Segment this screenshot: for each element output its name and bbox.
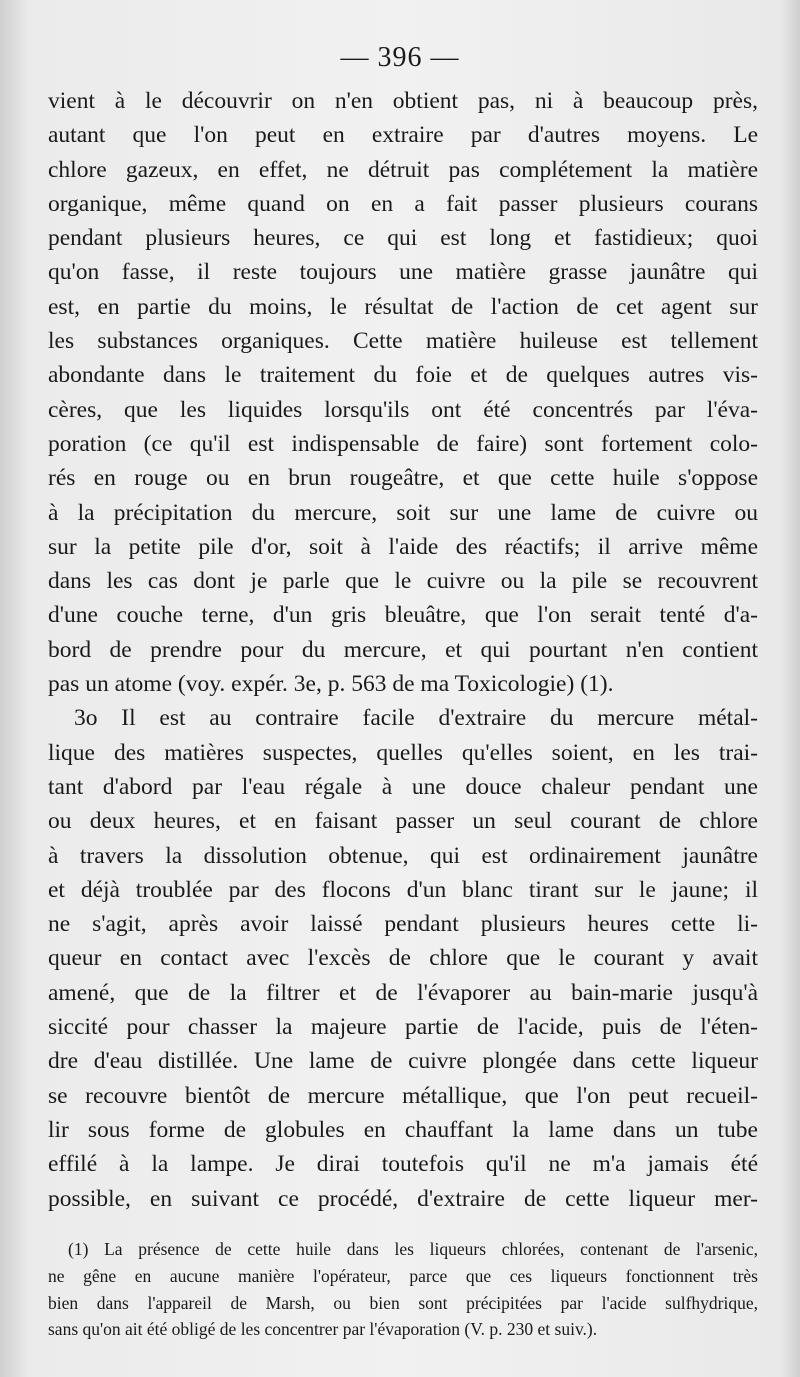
body-line: cères, que les liquides lorsqu'ils ont été concentrés par l'éva- <box>48 396 758 423</box>
body-line: dre d'eau distillée. Une lame de cuivre plongée dans cette liqueur <box>48 1048 758 1075</box>
body-line: à la précipitation du mercure, soit sur une lame de cuivre ou <box>48 499 758 526</box>
footnote-line: sans qu'on ait été obligé de les concentrer par l'évaporation (V. p. 230 et suiv.). <box>48 1319 598 1340</box>
body-line: bord de prendre pour du mercure, et qui pourtant n'en contient <box>48 636 758 663</box>
body-line: chlore gazeux, en effet, ne détruit pas complétement la matière <box>48 156 758 183</box>
body-line: poration (ce qu'il est indispensable de faire) sont fortement colo- <box>48 430 758 457</box>
body-line: à travers la dissolution obtenue, qui est ordinairement jaunâtre <box>48 842 758 869</box>
body-line: les substances organiques. Cette matière huileuse est tellement <box>48 328 758 355</box>
body-line: autant que l'on peut en extraire par d'autres moyens. Le <box>48 122 758 149</box>
body-line: siccité pour chasser la majeure partie de l'acide, puis de l'éten- <box>48 1014 758 1041</box>
footnote <box>48 1236 758 1343</box>
body-line: rés en rouge ou en brun rougeâtre, et que cette huile s'oppose <box>48 465 758 492</box>
body-line: se recouvre bientôt de mercure métallique, que l'on peut recueil- <box>48 1082 758 1109</box>
body-line: pas un atome (voy. expér. 3e, p. 563 de ma Toxicologie) (1). <box>48 671 614 698</box>
body-text <box>48 84 758 1216</box>
body-line: lir sous forme de globules en chauffant la lame dans un tube <box>48 1116 758 1143</box>
body-line: sur la petite pile d'or, soit à l'aide des réactifs; il arrive même <box>48 533 758 560</box>
body-line: est, en partie du moins, le résultat de l'action de cet agent sur <box>48 293 758 320</box>
footnote-line: ne gêne en aucune manière l'opérateur, parce que ces liqueurs fonctionnent très <box>48 1265 758 1286</box>
footnote-line: bien dans l'appareil de Marsh, ou bien sont précipitées par l'acide sulfhydrique, <box>48 1292 758 1313</box>
body-line: abondante dans le traitement du foie et de quelques autres vis- <box>48 362 758 389</box>
body-line: tant d'abord par l'eau régale à une douce chaleur pendant une <box>48 773 758 800</box>
body-line: ou deux heures, et en faisant passer un seul courant de chlore <box>48 808 758 835</box>
footnote-line: (1) La présence de cette huile dans les liqueurs chlorées, contenant de l'arsenic, <box>68 1239 758 1259</box>
body-line: organique, même quand on en a fait passer plusieurs courans <box>48 190 758 217</box>
page-number: — 396 — <box>340 42 460 73</box>
body-line: pendant plusieurs heures, ce qui est long et fastidieux; quoi <box>48 225 758 252</box>
body-line: effilé à la lampe. Je dirai toutefois qu'il ne m'a jamais été <box>48 1151 758 1178</box>
body-line: ne s'agit, après avoir laissé pendant plusieurs heures cette li- <box>48 911 758 938</box>
body-line: queur en contact avec l'excès de chlore que le courant y avait <box>48 945 758 972</box>
body-line: qu'on fasse, il reste toujours une matière grasse jaunâtre qui <box>48 259 758 286</box>
body-line: possible, en suivant ce procédé, d'extraire de cette liqueur mer- <box>48 1185 758 1212</box>
body-line: et déjà troublée par des flocons d'un blanc tirant sur le jaune; il <box>48 876 758 903</box>
body-line: amené, que de la filtrer et de l'évaporer au bain-marie jusqu'à <box>48 979 758 1006</box>
body-line: vient à le découvrir on n'en obtient pas, ni à beaucoup près, <box>48 88 758 114</box>
body-line: d'une couche terne, d'un gris bleuâtre, que l'on serait tenté d'a- <box>48 602 758 629</box>
body-line: dans les cas dont je parle que le cuivre ou la pile se recouvrent <box>48 568 758 595</box>
body-line: lique des matières suspectes, quelles qu'elles soient, en les trai- <box>48 739 758 766</box>
body-line: 3o Il est au contraire facile d'extraire du mercure métal- <box>74 705 758 732</box>
